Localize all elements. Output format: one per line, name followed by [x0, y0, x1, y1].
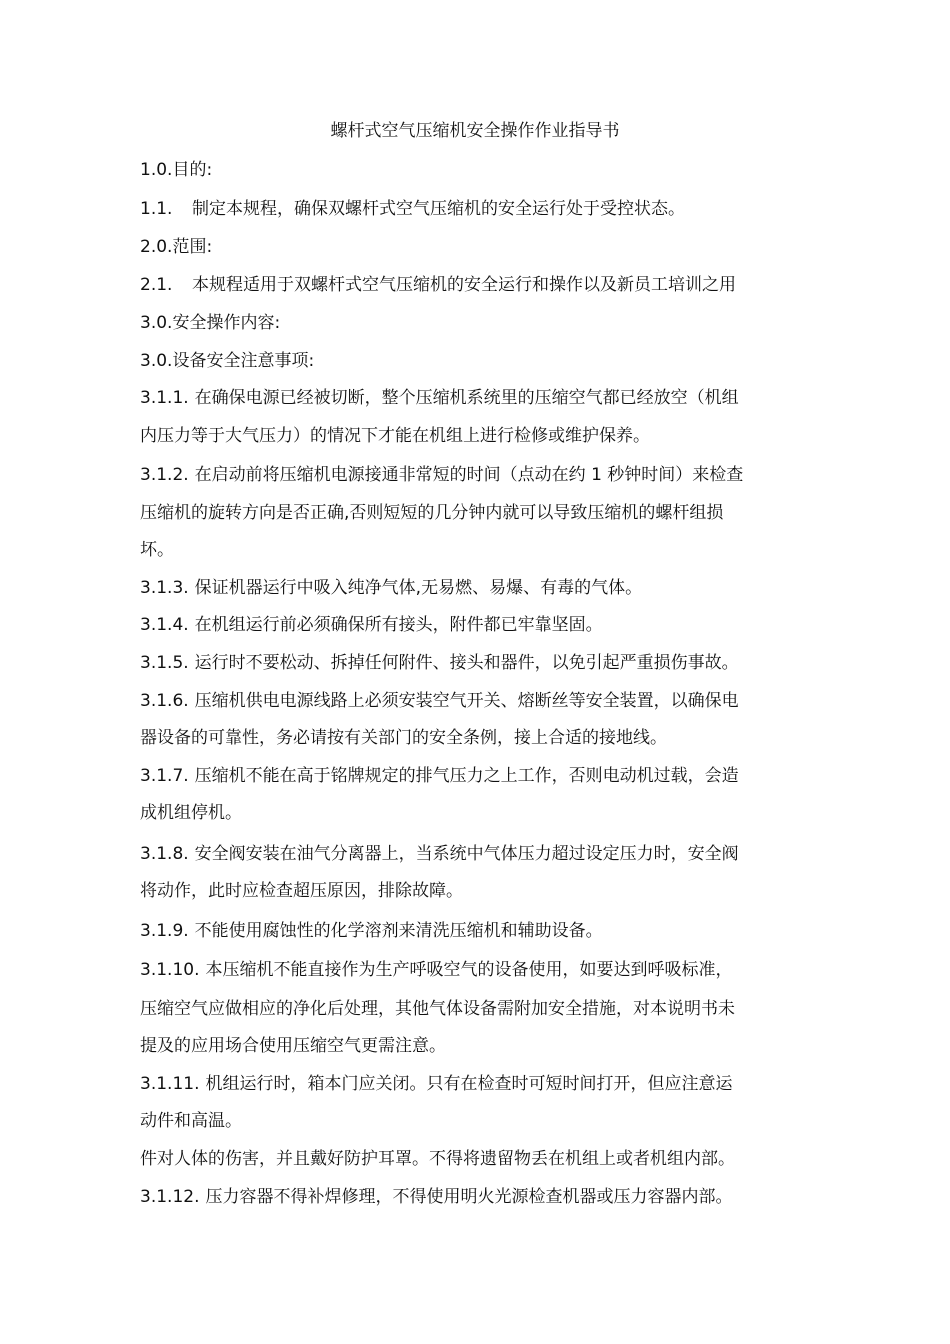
document-line — [140, 725, 820, 751]
line-text: 压缩机供电电源线路上必须安装空气开关、熔断丝等安全装置，以确保电 — [194, 691, 739, 711]
document-line — [140, 310, 820, 336]
line-text: 提及的应用场合使用压缩空气更需注意。 — [140, 1036, 446, 1056]
document-line — [140, 957, 820, 983]
section-number: 3.1.4. — [140, 615, 189, 635]
document-line — [140, 800, 820, 826]
section-number: 3.1.1. — [140, 388, 189, 408]
line-text: 目的: — [172, 160, 213, 180]
document-line — [140, 537, 820, 563]
document-line — [140, 688, 820, 714]
line-text: 动件和高温。 — [140, 1111, 242, 1131]
line-text: 成机组停机。 — [140, 803, 242, 823]
line-text: 件对人体的伤害，并且戴好防护耳罩。不得将遗留物丢在机组上或者机组内部。 — [140, 1149, 735, 1169]
document-line — [140, 157, 820, 183]
line-text: 在确保电源已经被切断，整个压缩机系统里的压缩空气都已经放空（机组 — [194, 388, 739, 408]
section-number: 3.0. — [140, 313, 173, 333]
line-text: 安全阀安装在油气分离器上，当系统中气体压力超过设定压力时，安全阀 — [194, 844, 739, 864]
section-number: 3.1.9. — [140, 921, 189, 941]
document-line — [140, 612, 820, 638]
document-line — [140, 423, 820, 449]
section-number: 2.1. — [140, 275, 173, 295]
line-text: 在启动前将压缩机电源接通非常短的时间（点动在约 1 秒钟时间）来检查 — [194, 465, 744, 485]
section-number: 3.1.3. — [140, 578, 189, 598]
document-line — [140, 1108, 820, 1134]
document-line — [140, 650, 820, 676]
line-text: 保证机器运行中吸入纯净气体,无易燃、易爆、有毒的气体。 — [194, 578, 643, 598]
document-line — [140, 996, 820, 1022]
document-line — [140, 1146, 820, 1172]
section-number: 3.1.2. — [140, 465, 189, 485]
document-line — [140, 575, 820, 601]
document-line — [140, 462, 820, 488]
line-text: 本压缩机不能直接作为生产呼吸空气的设备使用，如要达到呼吸标准， — [205, 960, 733, 980]
line-text: 压缩机不能在高于铭牌规定的排气压力之上工作，否则电动机过载，会造 — [194, 766, 739, 786]
document-line — [140, 841, 820, 867]
document-line — [140, 878, 820, 904]
line-text: 内压力等于大气压力）的情况下才能在机组上进行检修或维护保养。 — [140, 426, 650, 446]
line-text: 坏。 — [140, 540, 174, 560]
line-text: 在机组运行前必须确保所有接头，附件都已牢靠坚固。 — [194, 615, 603, 635]
line-text: 压缩空气应做相应的净化后处理，其他气体设备需附加安全措施，对本说明书未 — [140, 999, 735, 1019]
line-text: 安全操作内容: — [172, 313, 281, 333]
section-number: 3.0. — [140, 351, 173, 371]
document-line — [140, 196, 820, 222]
document-line — [140, 1071, 820, 1097]
document-line — [140, 1184, 820, 1210]
document-line — [140, 348, 820, 374]
line-text: 范围: — [172, 237, 213, 257]
document-line — [140, 500, 820, 526]
document-line — [140, 385, 820, 411]
section-number: 1.0. — [140, 160, 173, 180]
section-number: 3.1.12. — [140, 1187, 200, 1207]
document-title: 螺杆式空气压缩机安全操作作业指导书 — [330, 121, 620, 141]
line-text: 不能使用腐蚀性的化学溶剂来清洗压缩机和辅助设备。 — [194, 921, 603, 941]
document-line — [140, 234, 820, 260]
line-text: 压缩机的旋转方向是否正确,否则短短的几分钟内就可以导致压缩机的螺杆组损 — [140, 503, 724, 523]
section-number: 3.1.7. — [140, 766, 189, 786]
section-number: 3.1.5. — [140, 653, 189, 673]
line-text: 将动作，此时应检查超压原因，排除故障。 — [140, 881, 463, 901]
document-line — [140, 272, 820, 298]
line-text: 本规程适用于双螺杆式空气压缩机的安全运行和操作以及新员工培训之用 — [192, 275, 736, 295]
line-text: 机组运行时，箱本门应关闭。只有在检查时可短时间打开，但应注意运 — [205, 1074, 733, 1094]
line-text: 压力容器不得补焊修理，不得使用明火光源检查机器或压力容器内部。 — [205, 1187, 733, 1207]
line-text: 设备安全注意事项: — [172, 351, 315, 371]
section-number: 3.1.8. — [140, 844, 189, 864]
section-number: 3.1.11. — [140, 1074, 200, 1094]
line-text: 制定本规程，确保双螺杆式空气压缩机的安全运行处于受控状态。 — [192, 199, 685, 219]
line-text: 器设备的可靠性，务必请按有关部门的安全条例，接上合适的接地线。 — [140, 728, 667, 748]
section-number: 1.1. — [140, 199, 173, 219]
line-text: 运行时不要松动、拆掉任何附件、接头和器件，以免引起严重损伤事故。 — [194, 653, 739, 673]
section-number: 3.1.10. — [140, 960, 200, 980]
document-line — [140, 918, 820, 944]
section-number: 3.1.6. — [140, 691, 189, 711]
document-line — [140, 763, 820, 789]
section-number: 2.0. — [140, 237, 173, 257]
document-line — [140, 1033, 820, 1059]
